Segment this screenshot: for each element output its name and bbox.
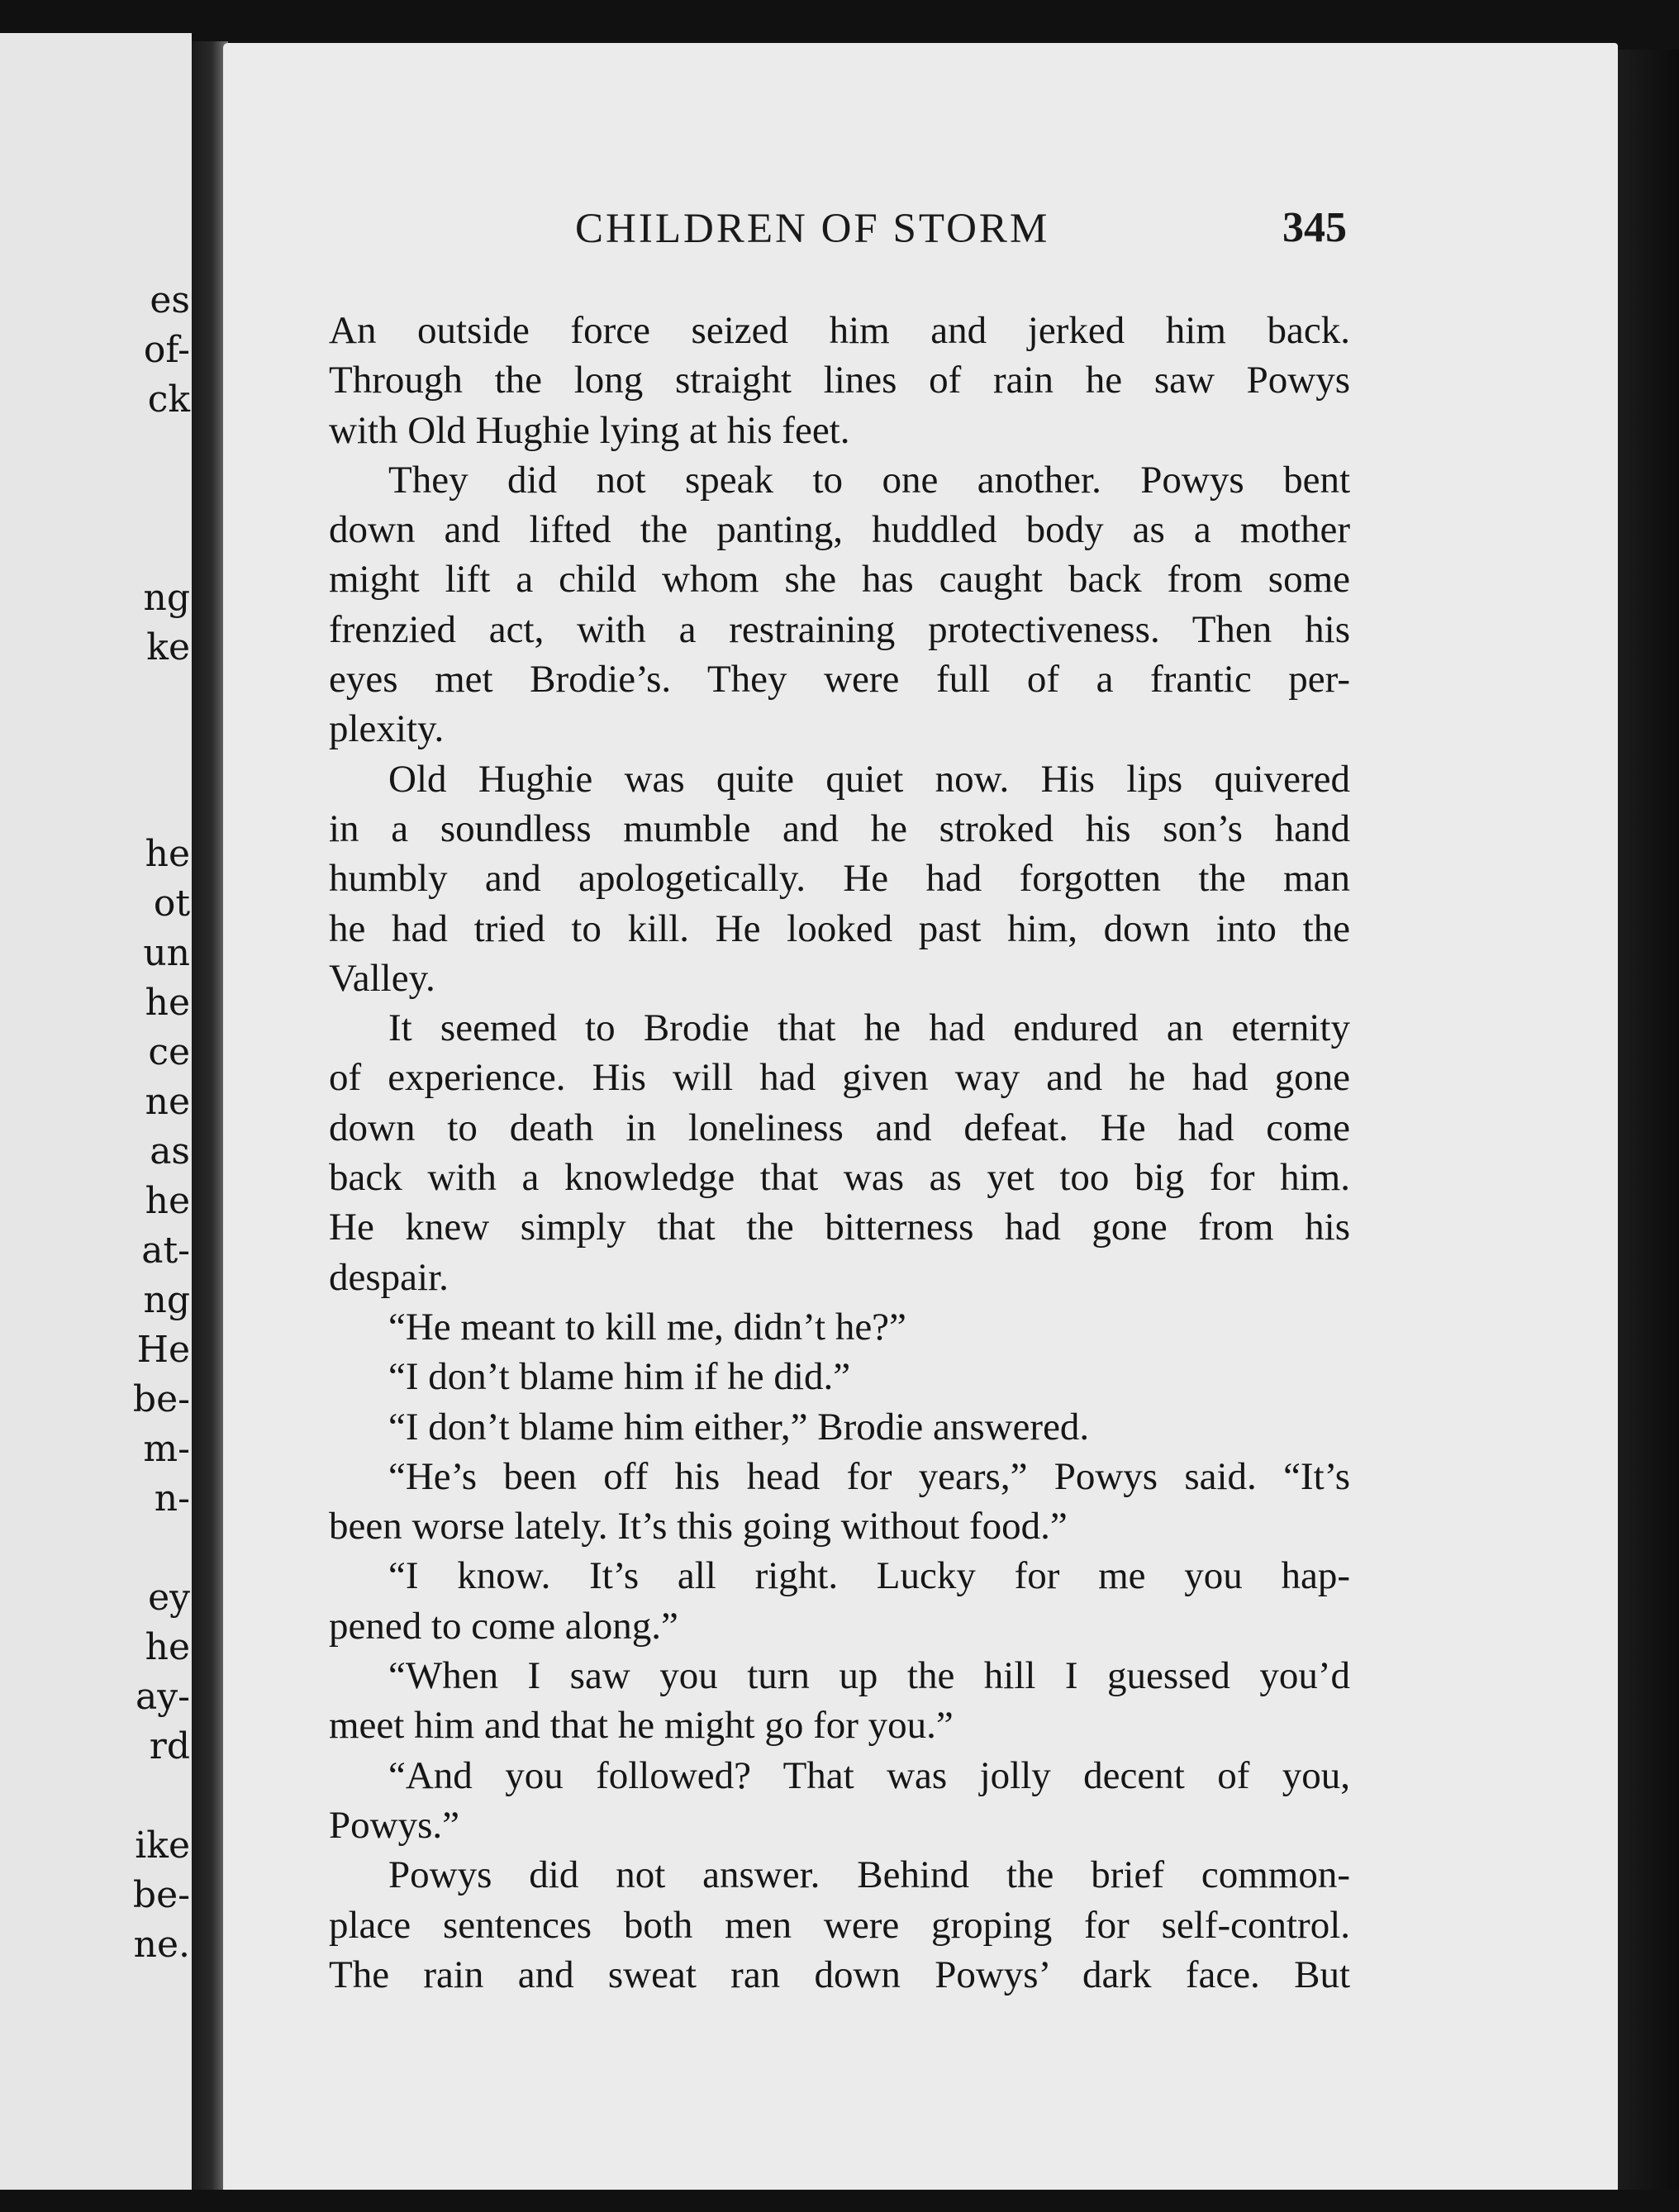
text-line: despair. xyxy=(329,1255,449,1299)
facing-page-fragment: ng xyxy=(143,577,190,619)
text-line: “When I saw you turn up the hill I guessed you’d xyxy=(388,1654,1350,1698)
text-line: They did not speak to one another. Powys bent xyxy=(388,458,1350,502)
facing-page-fragment: n- xyxy=(154,1477,190,1520)
text-line: down to death in loneliness and defeat. He had come xyxy=(329,1106,1350,1149)
text-line: “I don’t blame him either,” Brodie answered. xyxy=(388,1405,1090,1449)
facing-page-fragment: un xyxy=(143,932,190,974)
text-line: with Old Hughie lying at his feet. xyxy=(329,408,850,452)
text-line: “He’s been off his head for years,” Powys said. “It’s xyxy=(388,1454,1350,1498)
facing-page-fragment: ce xyxy=(148,1031,190,1073)
scan-border xyxy=(1618,50,1679,2190)
facing-page-fragment: as xyxy=(150,1130,190,1173)
text-line: Powys did not answer. Behind the brief common- xyxy=(388,1853,1350,1897)
text-line: Through the long straight lines of rain he saw Powys xyxy=(329,359,1350,402)
facing-page-fragment: ot xyxy=(153,882,190,925)
text-line: been worse lately. It’s this going without food.” xyxy=(329,1505,1068,1548)
text-line: “I don’t blame him if he did.” xyxy=(388,1355,851,1399)
facing-page-fragment: ne. xyxy=(133,1924,190,1966)
text-line: in a soundless mumble and he stroked his son’s hand xyxy=(329,806,1350,850)
facing-page-fragment: he xyxy=(145,1180,190,1222)
text-line: “And you followed? That was jolly decent of you, xyxy=(388,1753,1350,1797)
text-line: It seemed to Brodie that he had endured an eternity xyxy=(388,1006,1350,1050)
facing-page-fragment: he xyxy=(145,1626,190,1668)
facing-page-fragment: ng xyxy=(143,1279,190,1321)
facing-page-fragment: at- xyxy=(141,1230,190,1272)
facing-page-fragment: be- xyxy=(132,1378,190,1420)
text-line: eyes met Brodie’s. They were full of a frantic per- xyxy=(329,658,1350,702)
text-line: place sentences both men were groping for self-control. xyxy=(329,1903,1350,1947)
body-text xyxy=(329,306,1350,2000)
text-line: He knew simply that the bitterness had gone from his xyxy=(329,1206,1350,1249)
text-line: pened to come along.” xyxy=(329,1604,678,1648)
text-line: Powys.” xyxy=(329,1803,459,1847)
page-header xyxy=(223,205,1618,271)
facing-page-fragment: ike xyxy=(135,1824,190,1867)
book-page xyxy=(223,43,1618,2190)
text-line: Valley. xyxy=(329,956,435,1000)
text-line: he had tried to kill. He looked past him, down into the xyxy=(329,906,1350,950)
facing-page-fragment: ne xyxy=(145,1081,190,1123)
facing-page-fragment: ke xyxy=(146,626,190,668)
text-line: Old Hughie was quite quiet now. His lips quivered xyxy=(388,757,1350,801)
text-line: might lift a child whom she has caught back from some xyxy=(329,558,1350,602)
facing-page-fragment: be- xyxy=(132,1874,190,1916)
facing-page-fragment: of- xyxy=(143,329,190,371)
facing-page-fragment: ck xyxy=(147,378,190,421)
page-number: 345 xyxy=(1282,204,1347,251)
facing-page-fragment: ay- xyxy=(136,1676,190,1718)
text-line: “I know. It’s all right. Lucky for me you hap- xyxy=(388,1554,1350,1598)
running-head: CHILDREN OF STORM xyxy=(575,206,1050,252)
facing-page-fragment: he xyxy=(145,982,190,1024)
text-line: plexity. xyxy=(329,707,445,751)
text-line: An outside force seized him and jerked him back. xyxy=(329,309,1350,352)
facing-page-fragment: ey xyxy=(148,1577,190,1619)
text-line: “He meant to kill me, didn’t he?” xyxy=(388,1305,906,1349)
text-line: The rain and sweat ran down Powys’ dark face. But xyxy=(329,1953,1350,1996)
facing-page-fragment: es xyxy=(150,279,190,321)
facing-page-fragment: rd xyxy=(149,1725,190,1767)
facing-page-fragment: he xyxy=(145,833,190,875)
text-line: frenzied act, with a restraining protectiveness. Then his xyxy=(329,607,1350,651)
text-line: humbly and apologetically. He had forgotten the man xyxy=(329,857,1350,901)
text-line: meet him and that he might go for you.” xyxy=(329,1704,954,1748)
facing-page-fragment: m- xyxy=(143,1428,190,1470)
text-line: back with a knowledge that was as yet too big for him. xyxy=(329,1156,1350,1200)
text-line: down and lifted the panting, huddled body as a mother xyxy=(329,508,1350,552)
facing-page-fragment: He xyxy=(136,1329,190,1371)
facing-page-edge xyxy=(0,33,192,2190)
text-line: of experience. His will had given way and he had gone xyxy=(329,1056,1350,1100)
